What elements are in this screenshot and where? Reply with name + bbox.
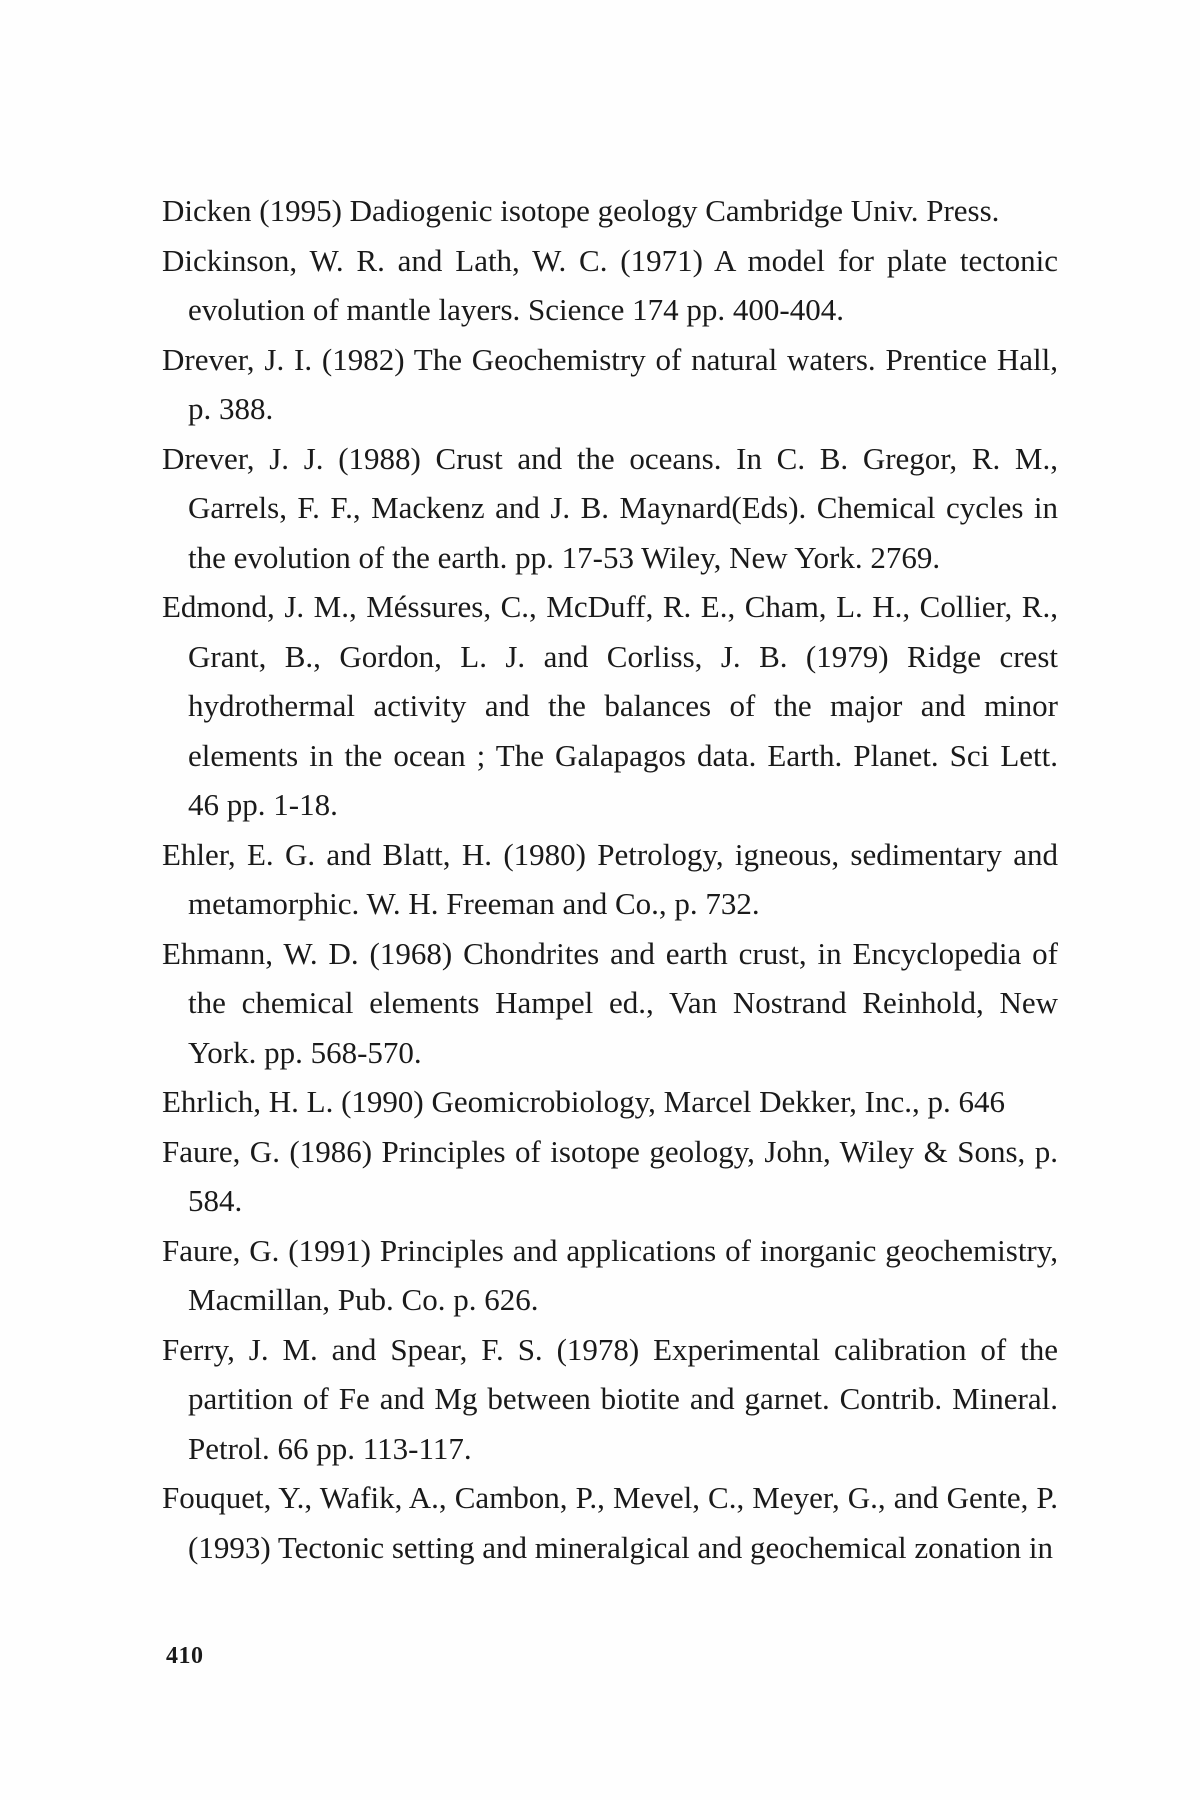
reference-entry: Ehler, E. G. and Blatt, H. (1980) Petrology, igneous, sedimentary and metamorphic. W. H. Freeman and Co., p. 732. [162,836,1058,921]
reference-entry: Drever, J. I. (1982) The Geochemistry of natural waters. Prentice Hall, p. 388. [162,341,1058,426]
reference-entry: Ehmann, W. D. (1968) Chondrites and earth crust, in Encyclopedia of the chemical elements Hampel ed., Van Nostrand Reinhold, New York. pp. 568-570. [162,935,1058,1070]
reference-entry: Dickinson, W. R. and Lath, W. C. (1971) A model for plate tectonic evolution of mantle layers. Science 174 pp. 400-404. [162,242,1058,327]
reference-entry: Faure, G. (1986) Principles of isotope geology, John, Wiley & Sons, p. 584. [162,1133,1058,1218]
reference-entry: Dicken (1995) Dadiogenic isotope geology Cambridge Univ. Press. [162,193,1000,228]
reference-entry: Ferry, J. M. and Spear, F. S. (1978) Experimental calibration of the partition of Fe and Mg between biotite and garnet. Contrib. Mineral. Petrol. 66 pp. 113-117. [162,1331,1058,1466]
reference-entry: Ehrlich, H. L. (1990) Geomicrobiology, Marcel Dekker, Inc., p. 646 [162,1084,1005,1119]
reference-entry: Drever, J. J. (1988) Crust and the oceans. In C. B. Gregor, R. M., Garrels, F. F., Mackenz and J. B. Maynard(Eds). Chemical cycles in the evolution of the earth. pp. 17-53 Wiley, New York. 2769. [162,440,1058,575]
reference-entry: Faure, G. (1991) Principles and applications of inorganic geochemistry, Macmillan, Pub. Co. p. 626. [162,1232,1058,1317]
page-number: 410 [166,1643,204,1669]
reference-entry: Edmond, J. M., Méssures, C., McDuff, R. E., Cham, L. H., Collier, R., Grant, B., Gordon, L. J. and Corliss, J. B. (1979) Ridge crest hydrothermal activity and the balances of the major and minor elements in the ocean ; The Galapagos data. Earth. Planet. Sci Lett. 46 pp. 1-18. [162,589,1058,822]
reference-list [162,186,1058,1572]
reference-entry: Fouquet, Y., Wafik, A., Cambon, P., Mevel, C., Meyer, G., and Gente, P. (1993) Tectonic setting and mineralgical and geochemical zonation in [162,1480,1058,1565]
